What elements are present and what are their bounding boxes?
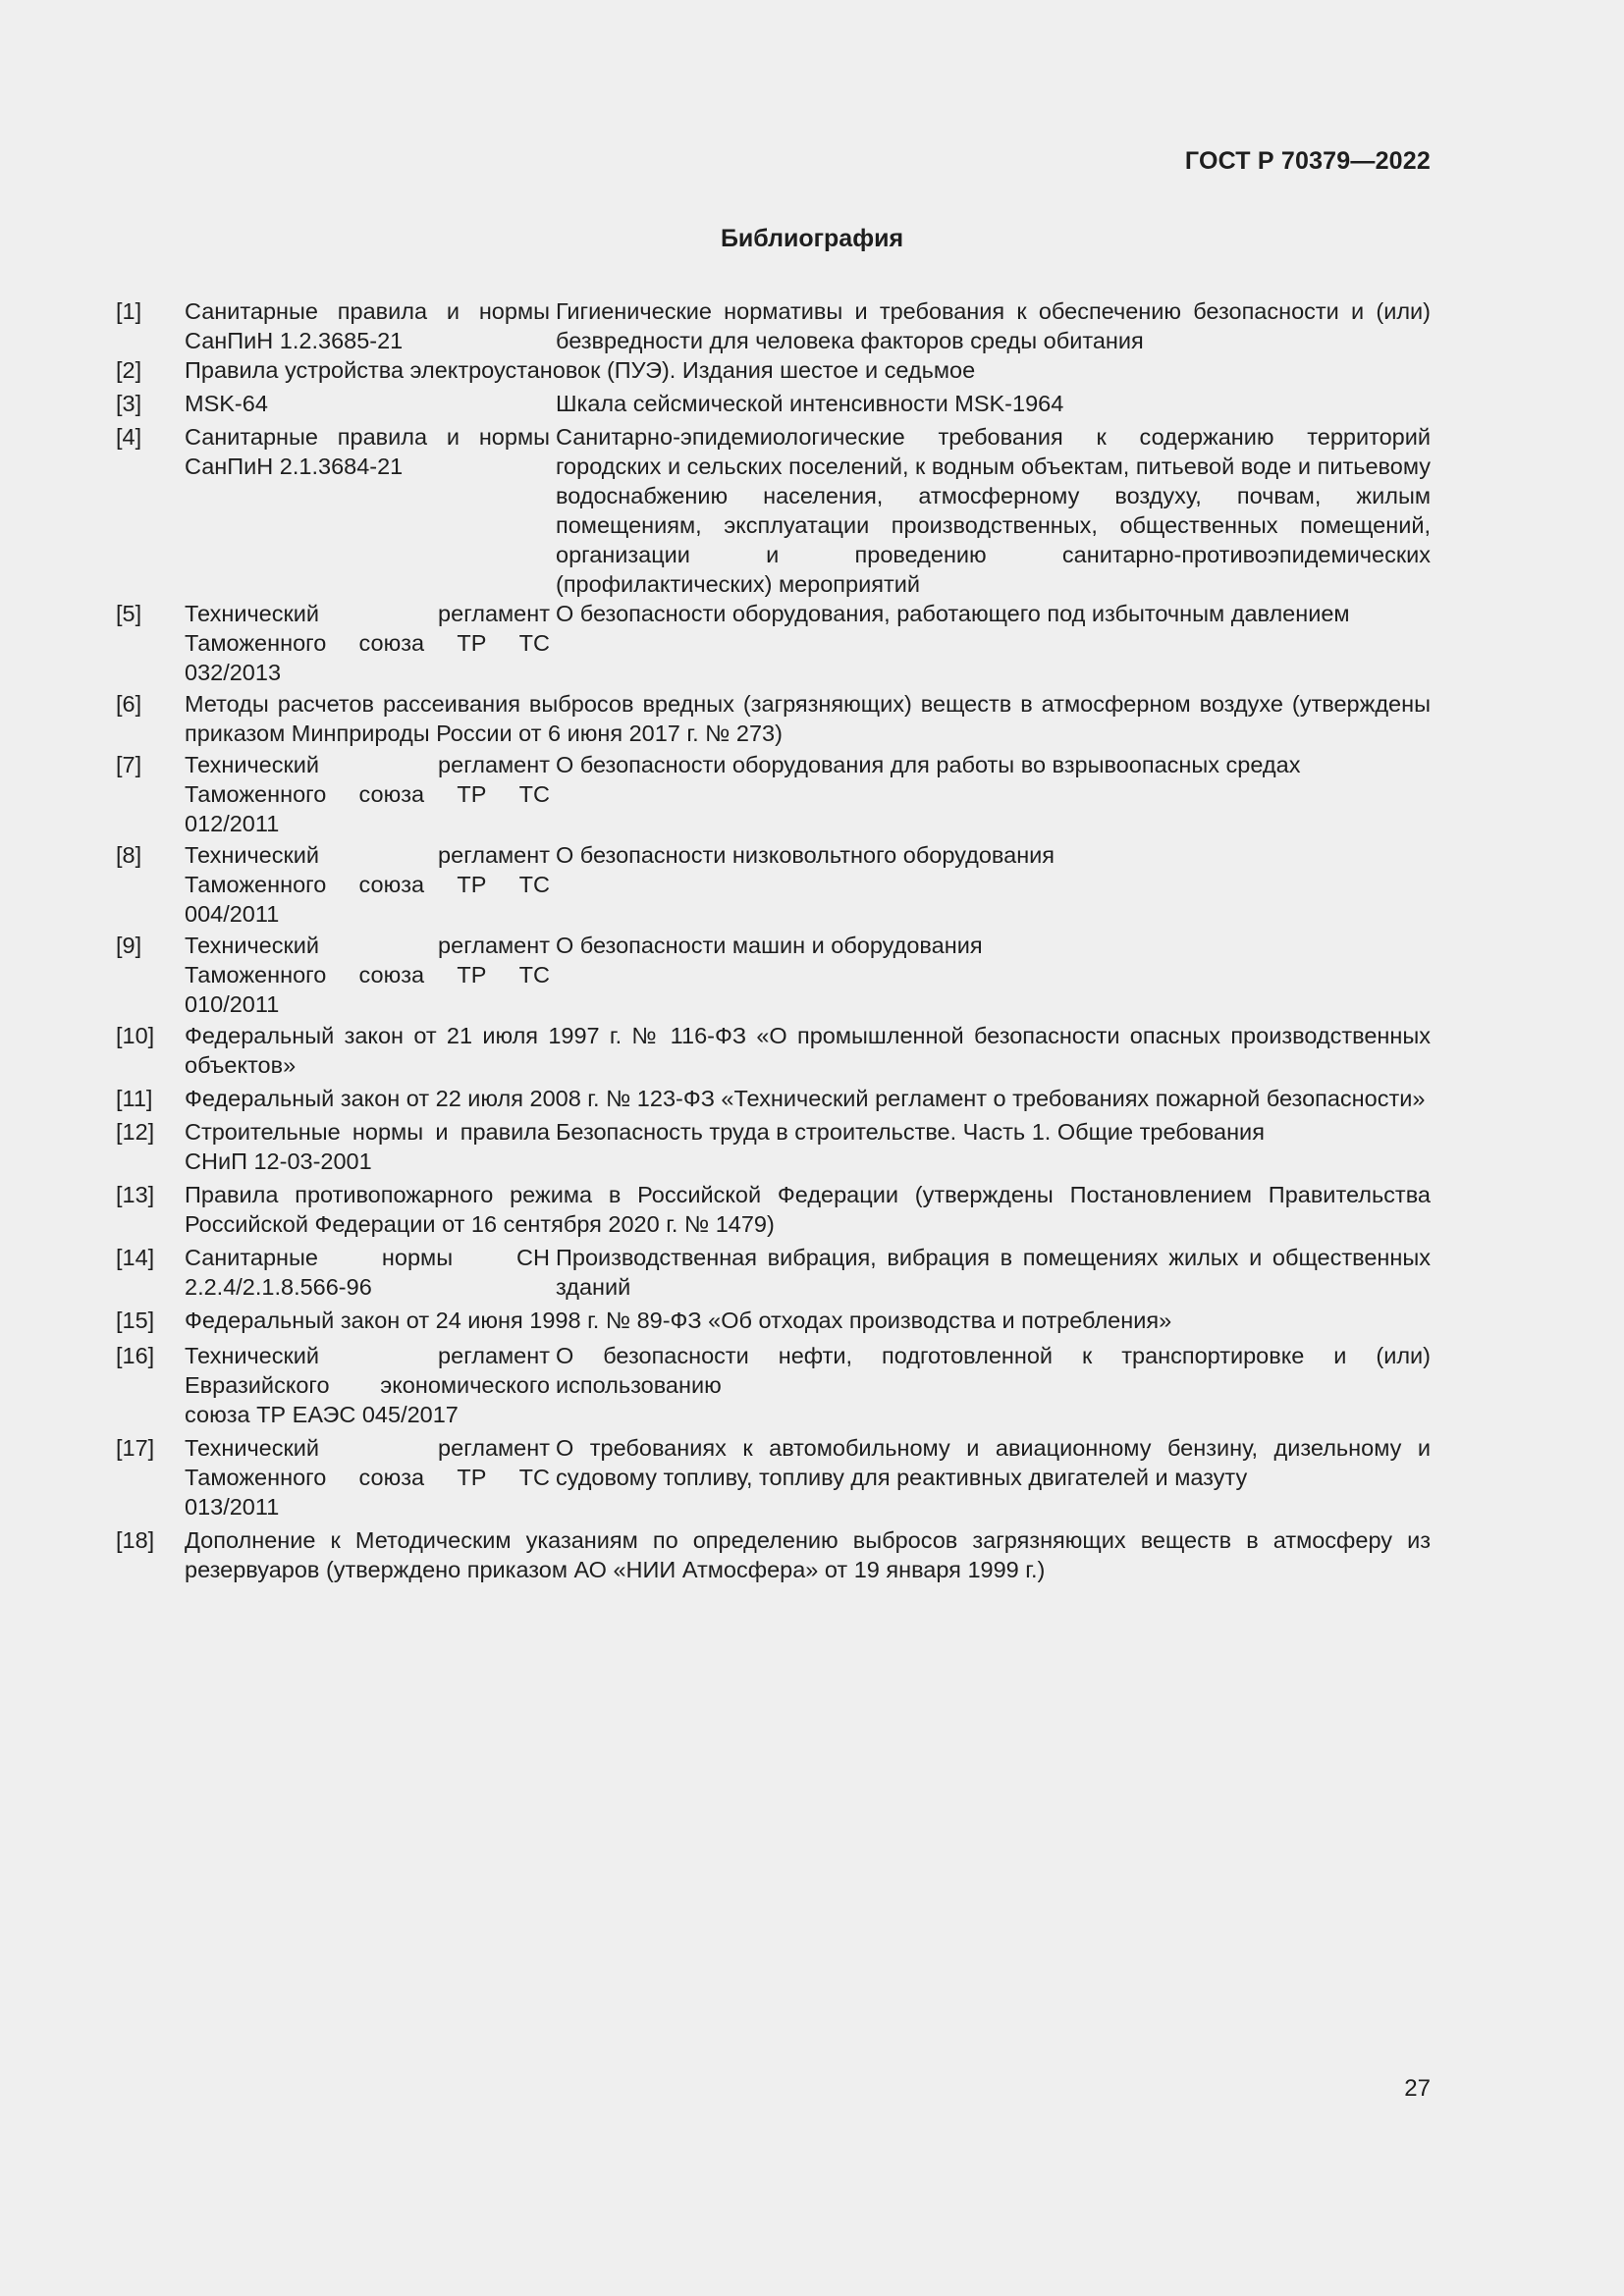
entry-number: [13] (116, 1182, 155, 1207)
entry-description: Производственная вибрация, вибрация в помещениях жилых и общественных зданий (556, 1245, 1431, 1300)
entry-number: [5] (116, 601, 142, 626)
entry-number: [18] (116, 1527, 155, 1553)
entry-source: Санитарные нормы СН 2.2.4/2.1.8.566-96 (185, 1245, 550, 1300)
bibliography-list (116, 296, 1431, 1584)
entry-number: [3] (116, 391, 142, 416)
entry-number: [14] (116, 1245, 155, 1270)
bibliography-entry (116, 355, 1431, 385)
entry-full-text: Дополнение к Методическим указаниям по определению выбросов загрязняющих веществ в атмосферу из резервуаров (утверждено приказом АО «НИИ Атмосфера» от 19 января 1999 г.) (185, 1527, 1431, 1582)
entry-number: [12] (116, 1119, 155, 1145)
bibliography-entry (116, 689, 1431, 748)
entry-number: [11] (116, 1086, 153, 1111)
entry-description: О безопасности нефти, подготовленной к транспортировке и (или) использованию (556, 1343, 1431, 1398)
entry-number: [7] (116, 752, 142, 777)
bibliography-entry (116, 1180, 1431, 1239)
entry-description: О безопасности оборудования для работы во взрывоопасных средах (556, 752, 1301, 777)
entry-source: Технический регламент Таможенного союза ТР ТС 032/2013 (185, 601, 550, 685)
entry-description: Безопасность труда в строительстве. Часть 1. Общие требования (556, 1119, 1265, 1145)
entry-source: Технический регламент Таможенного союза ТР ТС 004/2011 (185, 842, 550, 927)
entry-full-text: Правила устройства электроустановок (ПУЭ). Издания шестое и седьмое (185, 357, 976, 383)
entry-source: Технический регламент Таможенного союза ТР ТС 013/2011 (185, 1435, 550, 1520)
bibliography-entry (116, 750, 1431, 838)
entry-full-text: Федеральный закон от 21 июля 1997 г. № 116-ФЗ «О промышленной безопасности опасных производственных объектов» (185, 1023, 1431, 1078)
entry-description: О безопасности машин и оборудования (556, 933, 983, 958)
bibliography-entry (116, 1341, 1431, 1429)
entry-description: О безопасности оборудования, работающего под избыточным давлением (556, 601, 1350, 626)
entry-number: [4] (116, 424, 142, 450)
bibliography-entry (116, 1117, 1431, 1176)
bibliography-entry (116, 599, 1431, 687)
bibliography-entry (116, 1243, 1431, 1302)
entry-number: [15] (116, 1308, 155, 1333)
bibliography-entry (116, 931, 1431, 1019)
bibliography-entry (116, 840, 1431, 929)
entry-full-text: Методы расчетов рассеивания выбросов вредных (загрязняющих) веществ в атмосферном воздухе (утверждены приказом Минприроды России от 6 июня 2017 г. № 273) (185, 691, 1431, 746)
bibliography-entry (116, 1525, 1431, 1584)
bibliography-entry (116, 1433, 1431, 1522)
entry-description: Шкала сейсмической интенсивности MSK-1964 (556, 391, 1064, 416)
entry-number: [9] (116, 933, 142, 958)
entry-description: О безопасности низковольтного оборудования (556, 842, 1056, 868)
entry-full-text: Федеральный закон от 22 июля 2008 г. № 123-ФЗ «Технический регламент о требованиях пожарной безопасности» (185, 1086, 1426, 1111)
entry-full-text: Правила противопожарного режима в Российской Федерации (утверждены Постановлением Правительства Российской Федерации от 16 сентября 2020 г. № 1479) (185, 1182, 1431, 1237)
entry-description: Гигиенические нормативы и требования к обеспечению безопасности и (или) безвредности для человека факторов среды обитания (556, 298, 1431, 353)
bibliography-entry (116, 296, 1431, 355)
entry-source: Санитарные правила и нормы СанПиН 2.1.3684-21 (185, 424, 550, 479)
entry-description: Санитарно-эпидемиологические требования к содержанию территорий городских и сельских поселений, к водным объектам, питьевой воде и питьевому водоснабжению населения, атмосферному воздуху, почвам, жилым помещениям, эксплуатации производственных, общественных помещений, организации и проведению санитарно-противоэпидемических (профилактических) мероприятий (556, 424, 1431, 597)
entry-description: О требованиях к автомобильному и авиационному бензину, дизельному и судовому топливу, топливу для реактивных двигателей и мазуту (556, 1435, 1431, 1490)
entry-number: [1] (116, 298, 142, 324)
entry-number: [16] (116, 1343, 155, 1368)
bibliography-entry (116, 389, 1431, 418)
bibliography-entry (116, 1084, 1431, 1113)
bibliography-entry (116, 1306, 1431, 1335)
entry-source: MSK-64 (185, 391, 268, 416)
bibliography-entry (116, 1021, 1431, 1080)
document-code: ГОСТ Р 70379—2022 (1184, 147, 1431, 175)
entry-number: [8] (116, 842, 142, 868)
entry-number: [2] (116, 357, 142, 383)
entry-number: [17] (116, 1435, 155, 1461)
entry-source: Строительные нормы и правила СНиП 12-03-2001 (185, 1119, 550, 1174)
entry-number: [6] (116, 691, 142, 717)
entry-source: Технический регламент Таможенного союза ТР ТС 012/2011 (185, 752, 550, 836)
section-title: Библиография (720, 225, 904, 252)
entry-source: Технический регламент Евразийского экономического союза ТР ЕАЭС 045/2017 (185, 1343, 550, 1427)
entry-source: Санитарные правила и нормы СанПиН 1.2.3685-21 (185, 298, 550, 353)
entry-source: Технический регламент Таможенного союза ТР ТС 010/2011 (185, 933, 550, 1017)
page-number: 27 (1404, 2075, 1431, 2102)
entry-full-text: Федеральный закон от 24 июня 1998 г. № 89-ФЗ «Об отходах производства и потребления» (185, 1308, 1172, 1333)
bibliography-entry (116, 422, 1431, 599)
entry-number: [10] (116, 1023, 155, 1048)
